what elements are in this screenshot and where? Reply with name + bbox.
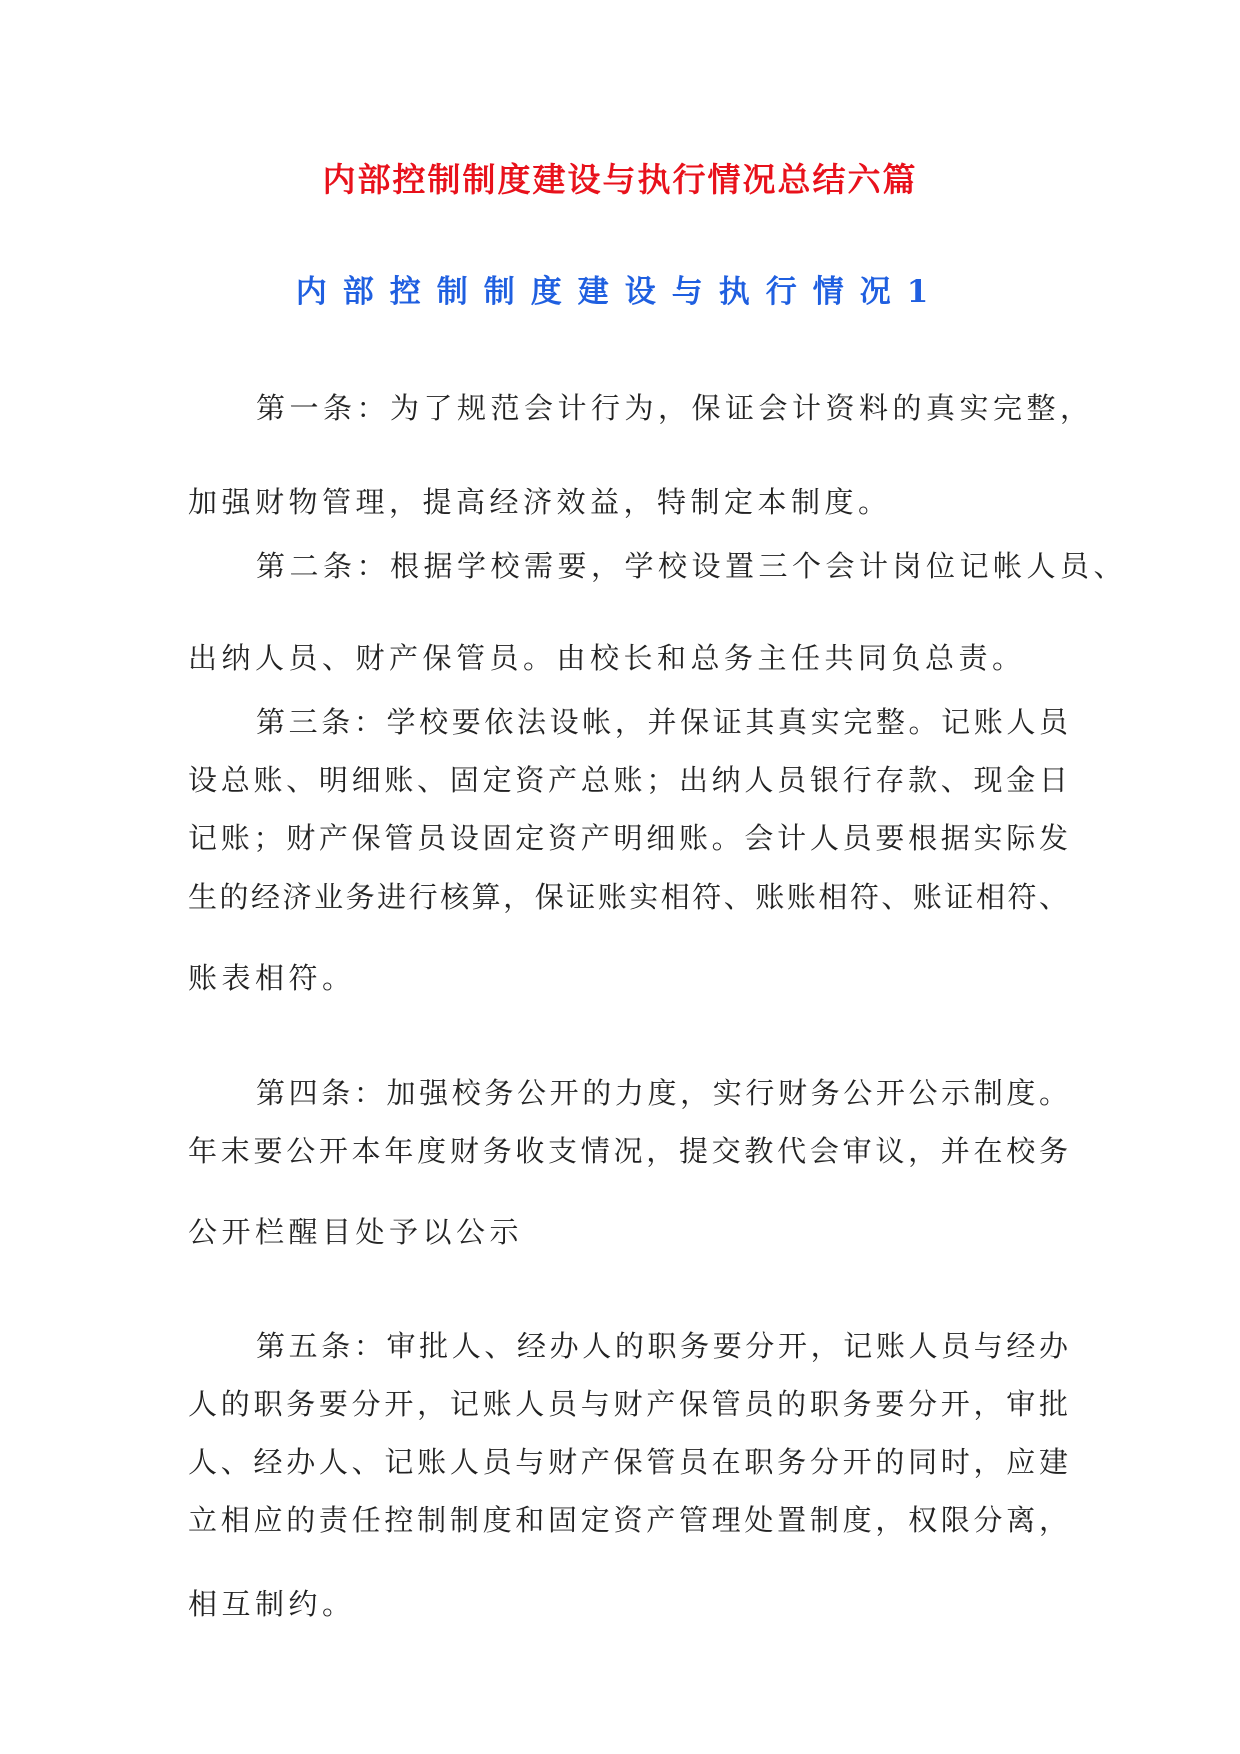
article-4-line-3: 公开栏醒目处予以公示 bbox=[188, 1215, 524, 1249]
article-2-line-1: 第二条：根据学校需要，学校设置三个会计岗位记帐人员、 bbox=[256, 549, 1128, 583]
article-4-line-1: 第四条：加强校务公开的力度，实行财务公开公示制度。 bbox=[256, 1076, 1068, 1110]
article-4-line-2: 年末要公开本年度财务收支情况，提交教代会审议，并在校务 bbox=[188, 1134, 1068, 1168]
article-5-line-3: 人、经办人、记账人员与财产保管员在职务分开的同时，应建 bbox=[188, 1445, 1068, 1479]
article-3-line-3: 记账；财产保管员设固定资产明细账。会计人员要根据实际发 bbox=[188, 821, 1068, 855]
article-3-line-2: 设总账、明细账、固定资产总账；出纳人员银行存款、现金日 bbox=[188, 763, 1068, 797]
article-1-line-2: 加强财物管理，提高经济效益，特制定本制度。 bbox=[188, 485, 892, 519]
document-title: 内部控制制度建设与执行情况总结六篇 bbox=[322, 160, 918, 199]
article-5-line-4: 立相应的责任控制制度和固定资产管理处置制度，权限分离， bbox=[188, 1503, 1068, 1537]
section-heading: 内部控制制度建设与执行情况1 bbox=[295, 274, 945, 310]
article-2-line-2: 出纳人员、财产保管员。由校长和总务主任共同负总责。 bbox=[188, 641, 1026, 675]
article-3-line-4: 生的经济业务进行核算，保证账实相符、账账相符、账证相符、 bbox=[188, 880, 1068, 914]
article-5-line-5: 相互制约。 bbox=[188, 1587, 356, 1621]
article-5-line-1: 第五条：审批人、经办人的职务要分开，记账人员与经办 bbox=[256, 1329, 1068, 1363]
article-1-line-1: 第一条：为了规范会计行为，保证会计资料的真实完整， bbox=[256, 391, 1094, 425]
article-5-line-2: 人的职务要分开，记账人员与财产保管员的职务要分开，审批 bbox=[188, 1387, 1068, 1421]
article-3-line-5: 账表相符。 bbox=[188, 961, 356, 995]
article-3-line-1: 第三条：学校要依法设帐，并保证其真实完整。记账人员 bbox=[256, 705, 1068, 739]
